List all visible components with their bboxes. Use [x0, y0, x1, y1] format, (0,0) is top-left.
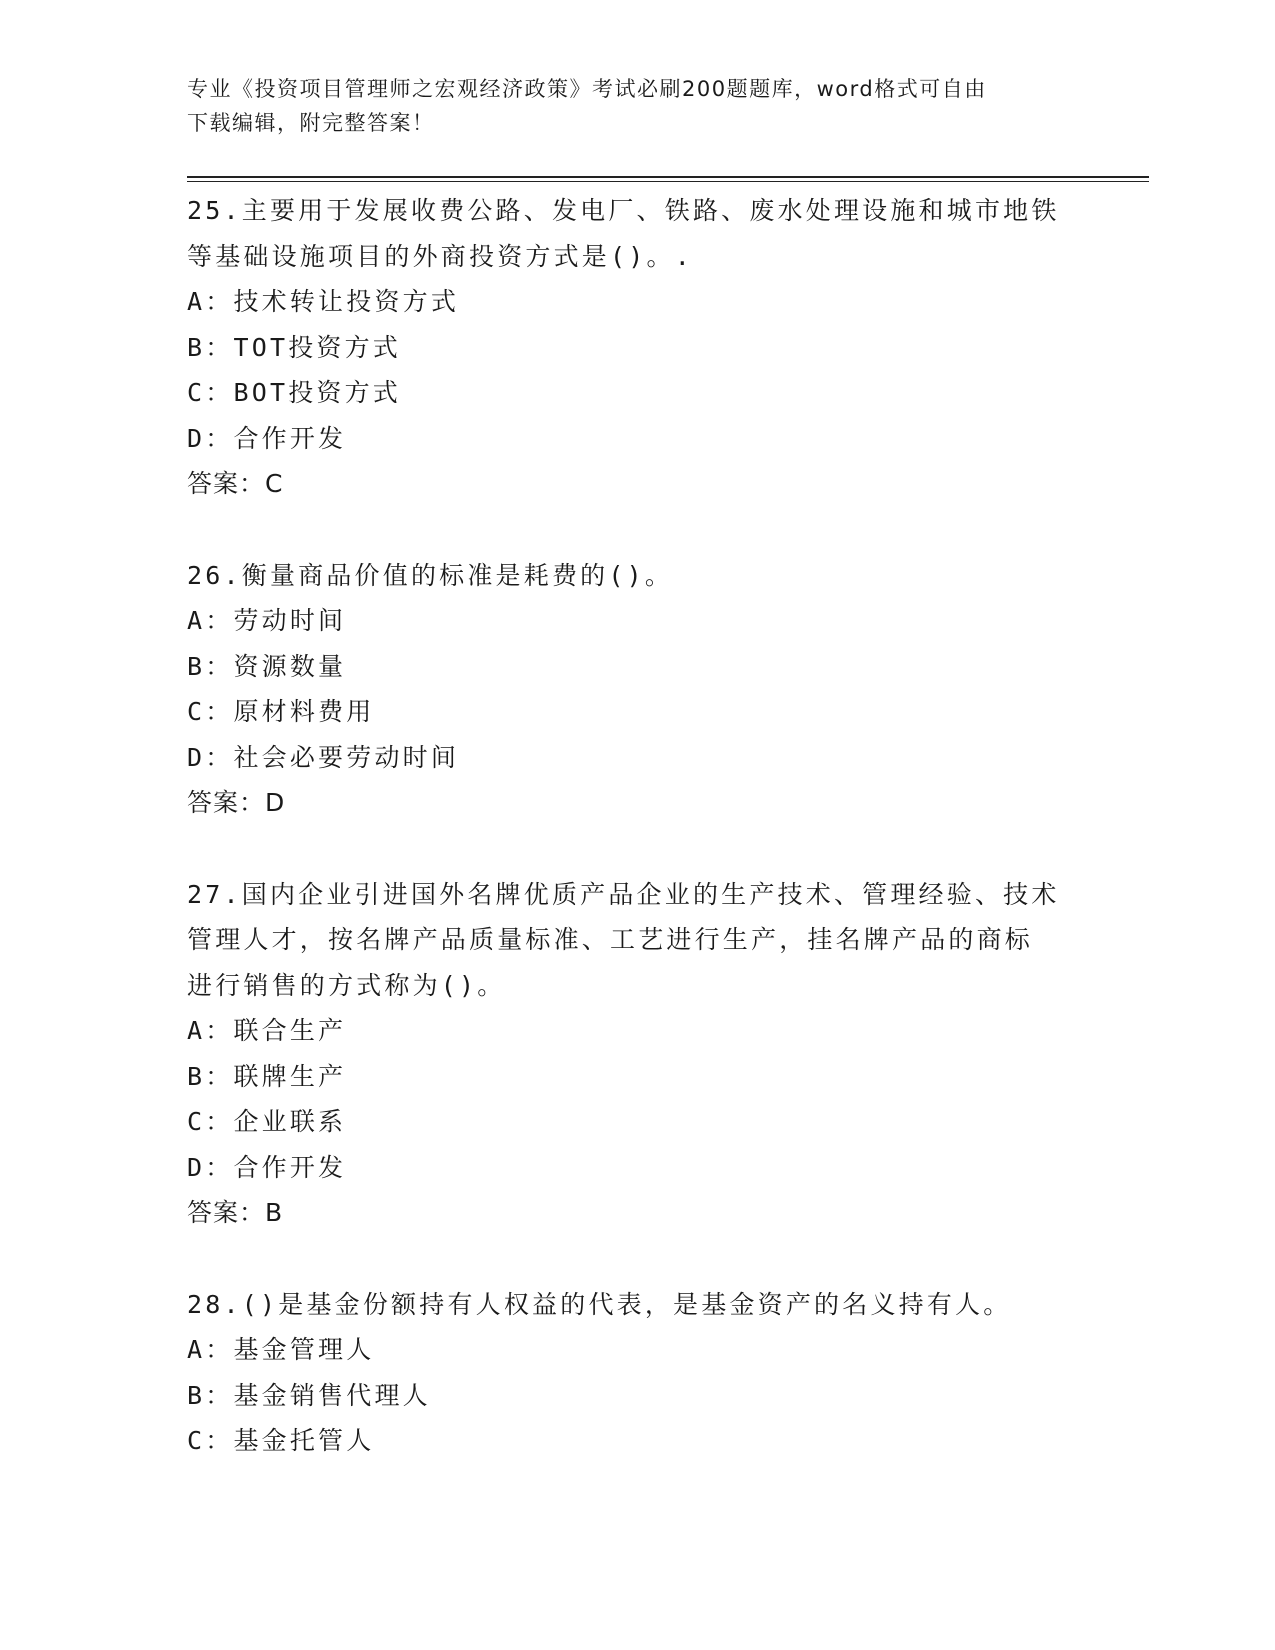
option-b: B：联牌生产 — [187, 1061, 347, 1091]
header-divider-thick — [187, 176, 1149, 178]
header-line-2: 下载编辑，附完整答案！ — [187, 111, 435, 135]
question-27 — [187, 872, 1087, 1236]
document-header — [187, 72, 1087, 140]
answer-line: 答案：D — [187, 788, 286, 817]
question-28 — [187, 1282, 1087, 1464]
option-c: C：BOT投资方式 — [187, 378, 402, 407]
option-d: D：社会必要劳动时间 — [187, 742, 460, 772]
option-b: B：资源数量 — [187, 651, 347, 681]
header-divider-thin — [187, 181, 1149, 182]
answer-line: 答案：B — [187, 1198, 284, 1227]
question-stem-line: 进行销售的方式称为()。 — [187, 970, 506, 1000]
question-26 — [187, 553, 1087, 826]
question-stem-line: 27.国内企业引进国外名牌优质产品企业的生产技术、管理经验、技术 — [187, 879, 1060, 909]
answer-line: 答案：C — [187, 469, 284, 498]
question-stem-line: 管理人才，按名牌产品质量标准、工艺进行生产，挂名牌产品的商标 — [187, 925, 1034, 954]
option-c: C：基金托管人 — [187, 1426, 375, 1455]
option-c: C：企业联系 — [187, 1107, 347, 1136]
option-a: A：联合生产 — [187, 1016, 347, 1045]
question-stem-line: 等基础设施项目的外商投资方式是()。. — [187, 241, 693, 271]
option-c: C：原材料费用 — [187, 697, 375, 726]
header-line-1: 专业《投资项目管理师之宏观经济政策》考试必刷200题题库，word格式可自由 — [187, 77, 987, 101]
question-stem-line: 26.衡量商品价值的标准是耗费的()。 — [187, 560, 674, 590]
option-a: A：技术转让投资方式 — [187, 287, 460, 316]
option-a: A：基金管理人 — [187, 1335, 375, 1364]
option-b: B：TOT投资方式 — [187, 332, 402, 362]
question-stem-line: 25.主要用于发展收费公路、发电厂、铁路、废水处理设施和城市地铁 — [187, 196, 1060, 225]
option-b: B：基金销售代理人 — [187, 1380, 431, 1410]
question-list — [187, 188, 1087, 1510]
option-d: D：合作开发 — [187, 1152, 347, 1182]
option-d: D：合作开发 — [187, 423, 347, 453]
option-a: A：劳动时间 — [187, 606, 347, 635]
question-25 — [187, 188, 1087, 507]
question-stem-line: 28.()是基金份额持有人权益的代表，是基金资产的名义持有人。 — [187, 1289, 1012, 1319]
